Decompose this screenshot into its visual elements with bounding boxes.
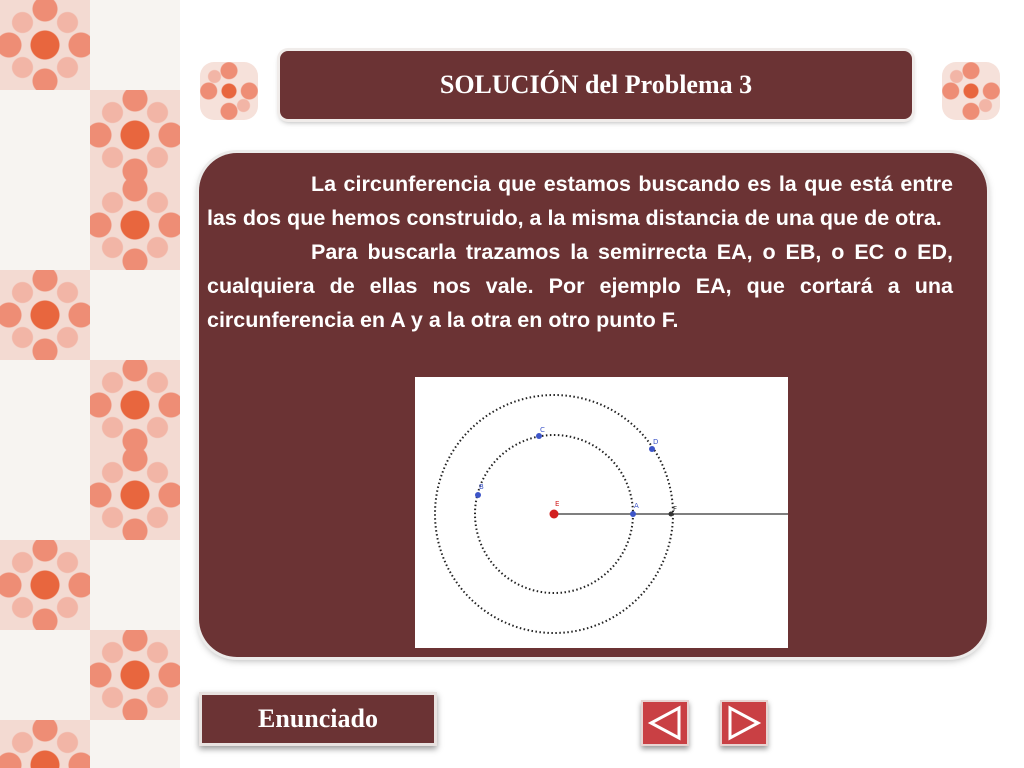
enunciado-button[interactable]: Enunciado [199, 692, 437, 746]
geometry-drawing [415, 377, 788, 648]
label-D: D [653, 438, 659, 446]
tile-pattern [90, 180, 180, 270]
tile-plain [90, 0, 180, 90]
next-button[interactable] [720, 700, 768, 746]
tile-pattern [90, 630, 180, 720]
previous-button[interactable] [641, 700, 689, 746]
label-A: A [634, 502, 639, 510]
triangle-right-icon [722, 702, 766, 744]
tile-pattern [0, 540, 90, 630]
slide-title: SOLUCIÓN del Problema 3 [280, 51, 912, 119]
tile-plain [0, 90, 90, 180]
tile-plain [0, 360, 90, 450]
tile-pattern [90, 90, 180, 180]
label-C: C [540, 426, 545, 434]
tile-plain [0, 450, 90, 540]
solution-text [207, 167, 953, 337]
paragraph-1: La circunferencia que estamos buscando es la que está entre las dos que hemos construido, a la misma distancia de una que de otra. [207, 172, 953, 230]
tile-pattern [0, 720, 90, 768]
label-F: F [673, 505, 678, 513]
point-A [630, 511, 636, 517]
ornament-right [942, 62, 1000, 120]
tile-pattern [0, 270, 90, 360]
point-B [475, 492, 481, 498]
point-D [649, 446, 655, 452]
tile-plain [90, 270, 180, 360]
label-E: E [555, 500, 560, 508]
point-E [550, 510, 559, 519]
tile-pattern [0, 0, 90, 90]
decorative-tile-column [0, 0, 180, 768]
triangle-left-icon [643, 702, 687, 744]
paragraph-2: Para buscarla trazamos la semirrecta EA, o EB, o EC o ED, cualquiera de ellas nos vale. Por ejemplo EA, que cortará a una circunferencia en A y a la otra en otro punto F. [207, 240, 953, 332]
tile-plain [90, 720, 180, 768]
label-B: B [479, 483, 484, 491]
tile-plain [0, 180, 90, 270]
tile-plain [90, 540, 180, 630]
tile-pattern [90, 360, 180, 450]
solution-panel [199, 153, 987, 657]
ornament-left [200, 62, 258, 120]
tile-plain [0, 630, 90, 720]
tile-pattern [90, 450, 180, 540]
geometry-figure [415, 377, 788, 648]
